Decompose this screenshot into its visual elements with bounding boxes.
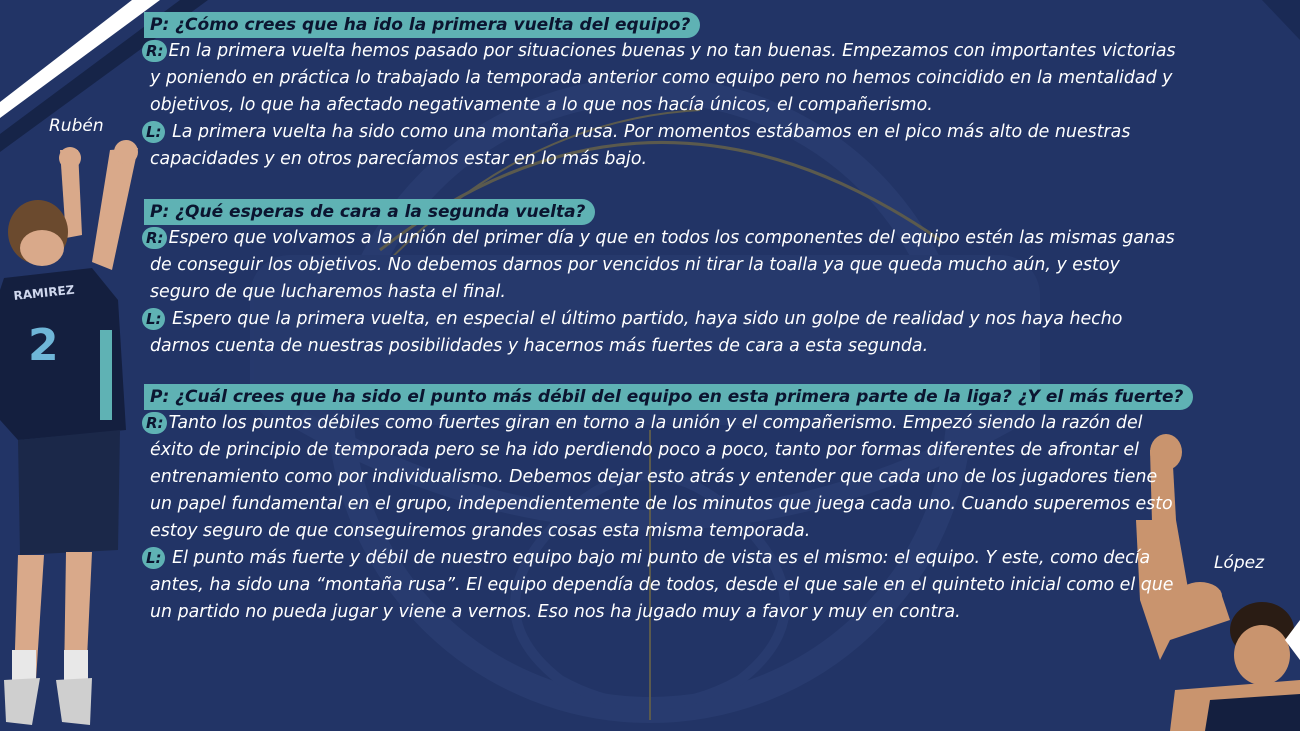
answer-tag-r: R: — [142, 227, 167, 249]
answer-ruben — [142, 410, 1182, 545]
interview-block-2 — [142, 199, 1182, 360]
answer-text: Tanto los puntos débiles como fuertes giran en torno a la unión y el compañerismo. Empezó siendo la razón del éxito de principio de temporada pero se ha ido perdiendo poco a poco, tanto por formas diferentes de afrontar el entrenamiento como por individualismo. Debemos dejar esto atrás y entender que cada uno de los jugadores tiene un papel fundamental en el grupo, independientemente de los minutos que juega cada uno. Cuando superemos esto estoy seguro de que conseguiremos grandes cosas esta misma temporada. — [150, 413, 1173, 541]
svg-text:2: 2 — [28, 320, 59, 371]
answer-tag-l: L: — [142, 308, 165, 330]
interview-block-3 — [142, 384, 1182, 626]
interview-block-1 — [142, 12, 1182, 173]
svg-text:RAMIREZ: RAMIREZ — [12, 282, 76, 303]
answer-lopez — [142, 119, 1182, 173]
answer-text: La primera vuelta ha sido como una montaña rusa. Por momentos estábamos en el pico más alto de nuestras capacidades y en otros parecíamos estar en lo más bajo. — [150, 122, 1131, 169]
answer-text: El punto más fuerte y débil de nuestro equipo bajo mi punto de vista es el mismo: el equipo. Y este, como decía antes, ha sido una “montaña rusa”. El equipo dependía de todos, desde el que sale en el quinteto inicial como el que un partido no pueda jugar y viene a vernos. Eso nos ha jugado muy a favor y muy en contra. — [150, 548, 1174, 622]
answer-tag-l: L: — [142, 121, 165, 143]
answer-text: En la primera vuelta hemos pasado por situaciones buenas y no tan buenas. Empezamos con importantes victorias y poniendo en práctica lo trabajado la temporada anterior como equipo pero no hemos coincidido en la mentalidad y objetivos, lo que ha afectado negativamente a lo que nos hacía únicos, el compañerismo. — [150, 41, 1176, 115]
question-heading: P: ¿Cómo crees que ha ido la primera vuelta del equipo? — [144, 12, 700, 38]
answer-tag-r: R: — [142, 40, 167, 62]
answer-text: Espero que volvamos a la unión del primer día y que en todos los componentes del equipo estén las mismas ganas de conseguir los objetivos. No debemos darnos por vencidos ni tirar la toalla ya que queda mucho aún, y estoy seguro de que lucharemos hasta el final. — [150, 228, 1175, 302]
interview-content — [142, 12, 1182, 626]
question-heading: P: ¿Qué esperas de cara a la segunda vuelta? — [144, 199, 595, 225]
answer-tag-r: R: — [142, 412, 167, 434]
answer-ruben — [142, 225, 1182, 306]
player-name-right: López — [1214, 553, 1265, 573]
corner-stripe-right — [1262, 0, 1300, 40]
answer-lopez — [142, 306, 1182, 360]
answer-lopez — [142, 545, 1182, 626]
answer-text: Espero que la primera vuelta, en especial el último partido, haya sido un golpe de realidad y nos haya hecho darnos cuenta de nuestras posibilidades y hacernos más fuertes de cara a esta segunda. — [150, 309, 1123, 356]
question-heading: P: ¿Cuál crees que ha sido el punto más débil del equipo en esta primera parte de la liga? ¿Y el más fuerte? — [144, 384, 1193, 410]
answer-ruben — [142, 38, 1182, 119]
corner-stripe-white — [0, 0, 160, 118]
player-ruben-illustration — [0, 140, 138, 725]
answer-tag-l: L: — [142, 547, 165, 569]
player-name-left: Rubén — [49, 116, 104, 136]
